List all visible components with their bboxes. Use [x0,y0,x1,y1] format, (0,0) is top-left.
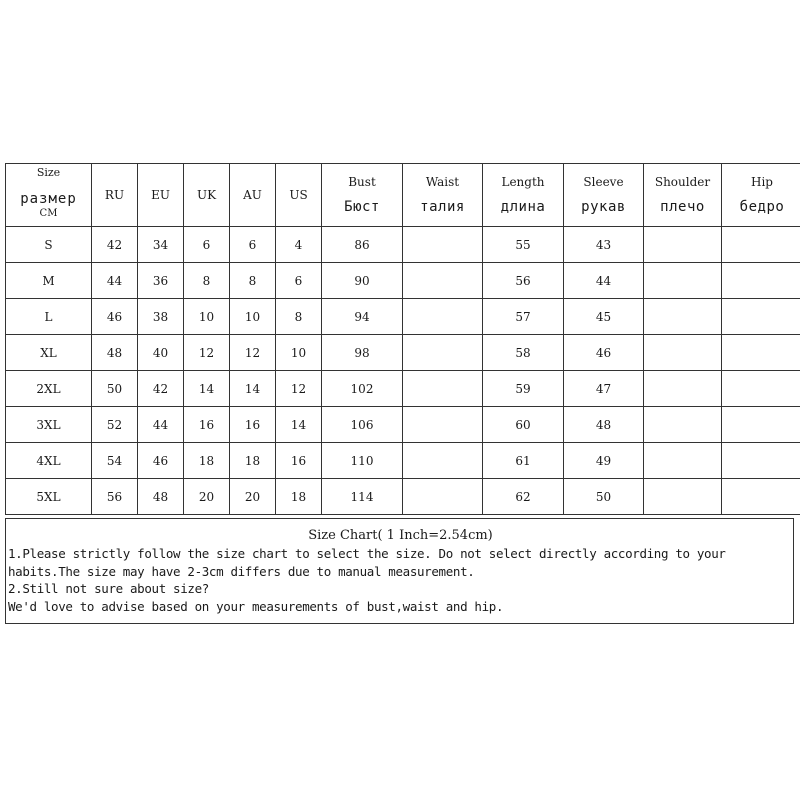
cell-size: 4XL [6,443,92,479]
cell-bust: 86 [322,227,403,263]
cell-size: 5XL [6,479,92,515]
cell-hip [722,263,800,299]
cell-length: 56 [483,263,564,299]
header-length-ru: длина [500,199,546,215]
cell-us: 6 [276,263,322,299]
cell-hip [722,371,800,407]
cell-us: 4 [276,227,322,263]
cell-eu: 34 [138,227,184,263]
cell-sleeve: 45 [564,299,644,335]
header-sleeve [564,164,644,227]
cell-uk: 12 [184,335,230,371]
cell-us: 18 [276,479,322,515]
cell-bust: 114 [322,479,403,515]
cell-waist [403,227,483,263]
cell-length: 57 [483,299,564,335]
cell-sleeve: 49 [564,443,644,479]
header-us: US [276,164,322,227]
size-notes-box [5,518,794,624]
cell-size: 2XL [6,371,92,407]
cell-shoulder [644,407,722,443]
cell-sleeve: 43 [564,227,644,263]
size-chart-table [5,163,800,515]
cell-waist [403,335,483,371]
header-bust-ru: Бюст [344,199,380,215]
cell-ru: 50 [92,371,138,407]
cell-au: 12 [230,335,276,371]
header-eu: EU [138,164,184,227]
cell-length: 59 [483,371,564,407]
cell-au: 6 [230,227,276,263]
cell-uk: 8 [184,263,230,299]
cell-ru: 46 [92,299,138,335]
cell-ru: 52 [92,407,138,443]
header-hip-ru: бедро [739,199,785,215]
cell-shoulder [644,227,722,263]
header-sleeve-ru: рукав [581,199,626,215]
cell-bust: 94 [322,299,403,335]
cell-length: 62 [483,479,564,515]
cell-bust: 102 [322,371,403,407]
cell-au: 20 [230,479,276,515]
header-size [6,164,92,227]
cell-au: 8 [230,263,276,299]
cell-shoulder [644,443,722,479]
header-shoulder-ru: плечо [660,199,705,215]
size-chart-title: Size Chart( 1 Inch=2.54cm) [308,528,493,543]
cell-shoulder [644,479,722,515]
cell-eu: 38 [138,299,184,335]
cell-size: S [6,227,92,263]
cell-waist [403,443,483,479]
cell-hip [722,443,800,479]
cell-waist [403,371,483,407]
cell-eu: 36 [138,263,184,299]
cell-waist [403,299,483,335]
header-size-en: Size [36,166,61,179]
cell-au: 18 [230,443,276,479]
header-ru: RU [92,164,138,227]
cell-length: 60 [483,407,564,443]
cell-ru: 48 [92,335,138,371]
cell-length: 55 [483,227,564,263]
cell-us: 10 [276,335,322,371]
header-hip-en: Hip [751,175,773,189]
cell-hip [722,227,800,263]
cell-bust: 106 [322,407,403,443]
cell-bust: 98 [322,335,403,371]
cell-us: 16 [276,443,322,479]
cell-eu: 40 [138,335,184,371]
cell-eu: 46 [138,443,184,479]
header-hip [722,164,800,227]
header-waist [403,164,483,227]
table-row [6,371,800,407]
cell-sleeve: 44 [564,263,644,299]
header-length [483,164,564,227]
cell-size: L [6,299,92,335]
cell-sleeve: 50 [564,479,644,515]
cell-waist [403,407,483,443]
table-row [6,299,800,335]
header-shoulder-en: Shoulder [654,175,711,189]
cell-shoulder [644,371,722,407]
cell-us: 8 [276,299,322,335]
cell-ru: 54 [92,443,138,479]
table-row [6,479,800,515]
cell-eu: 42 [138,371,184,407]
cell-shoulder [644,335,722,371]
header-bust [322,164,403,227]
cell-size: XL [6,335,92,371]
cell-hip [722,407,800,443]
note-line: 1.Please strictly follow the size chart to select the size. Do not select directly according to your [8,546,726,561]
cell-size: M [6,263,92,299]
header-size-ru: размер [20,191,77,207]
cell-bust: 110 [322,443,403,479]
header-size-unit: CM [39,208,58,219]
cell-sleeve: 48 [564,407,644,443]
cell-bust: 90 [322,263,403,299]
table-row [6,443,800,479]
header-row [6,164,800,227]
cell-sleeve: 46 [564,335,644,371]
cell-au: 16 [230,407,276,443]
cell-uk: 6 [184,227,230,263]
note-line: habits.The size may have 2-3cm differs due to manual measurement. [8,563,475,579]
cell-uk: 16 [184,407,230,443]
cell-hip [722,335,800,371]
cell-hip [722,479,800,515]
cell-length: 61 [483,443,564,479]
cell-hip [722,299,800,335]
header-sleeve-en: Sleeve [583,175,624,189]
cell-au: 14 [230,371,276,407]
table-row [6,407,800,443]
cell-ru: 42 [92,227,138,263]
cell-ru: 56 [92,479,138,515]
cell-sleeve: 47 [564,371,644,407]
table-row [6,263,800,299]
header-uk: UK [184,164,230,227]
header-shoulder [644,164,722,227]
cell-us: 12 [276,371,322,407]
table-row [6,227,800,263]
note-line: 2.Still not sure about size? [8,581,209,596]
cell-au: 10 [230,299,276,335]
header-length-en: Length [501,175,545,189]
cell-waist [403,263,483,299]
cell-uk: 14 [184,371,230,407]
cell-length: 58 [483,335,564,371]
cell-uk: 20 [184,479,230,515]
header-bust-en: Bust [348,175,376,189]
cell-uk: 10 [184,299,230,335]
header-waist-en: Waist [425,175,460,189]
cell-waist [403,479,483,515]
note-line: We'd love to advise based on your measurements of bust,waist and hip. [8,598,504,614]
cell-eu: 44 [138,407,184,443]
cell-shoulder [644,263,722,299]
cell-uk: 18 [184,443,230,479]
table-row [6,335,800,371]
cell-shoulder [644,299,722,335]
cell-size: 3XL [6,407,92,443]
header-au: AU [230,164,276,227]
header-waist-ru: талия [420,199,465,215]
cell-eu: 48 [138,479,184,515]
cell-ru: 44 [92,263,138,299]
cell-us: 14 [276,407,322,443]
